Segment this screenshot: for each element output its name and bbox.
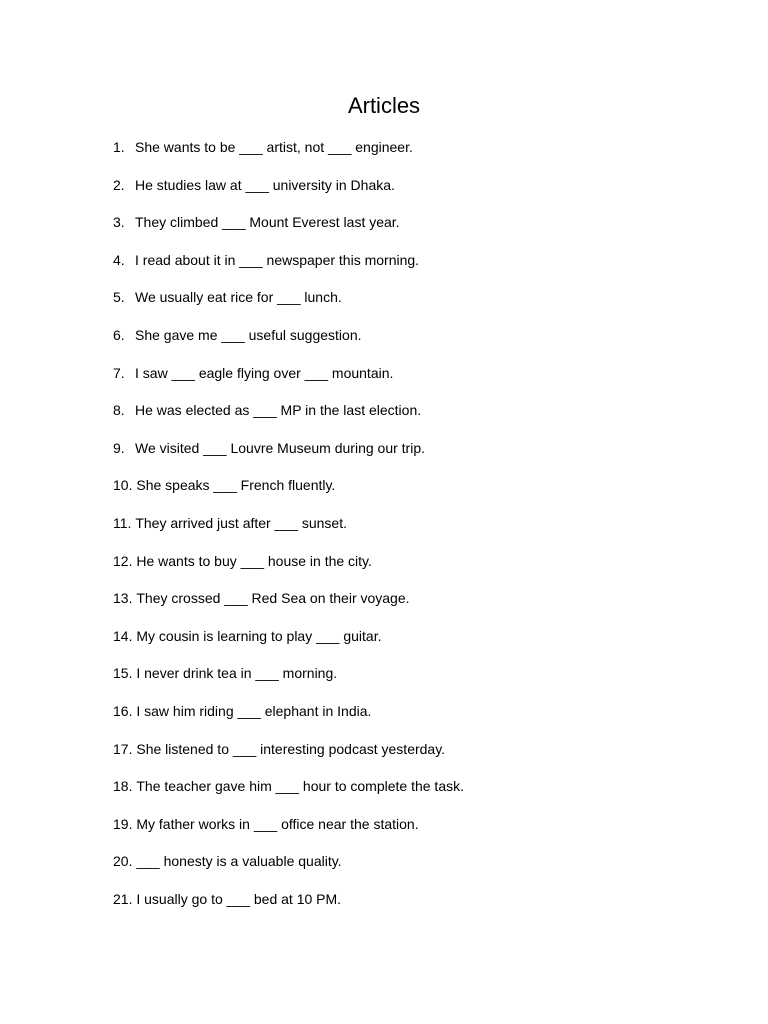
- question-text: He studies law at ___ university in Dhaka.: [135, 176, 395, 193]
- question-number: 9.: [113, 439, 125, 456]
- question-text: We visited ___ Louvre Museum during our trip.: [135, 439, 425, 456]
- question-text: He wants to buy ___ house in the city.: [136, 552, 372, 569]
- question-text: We usually eat rice for ___ lunch.: [135, 289, 342, 306]
- question-number: 14.: [113, 627, 133, 644]
- question-item: [113, 776, 464, 814]
- question-text: I saw ___ eagle flying over ___ mountain.: [135, 364, 394, 381]
- question-text: They climbed ___ Mount Everest last year.: [135, 214, 400, 231]
- question-number: 16.: [113, 702, 133, 719]
- question-number: 4.: [113, 251, 125, 268]
- question-number: 10.: [113, 477, 133, 494]
- question-item: [113, 851, 464, 889]
- question-text: My father works in ___ office near the station.: [136, 815, 419, 832]
- question-item: [113, 513, 464, 551]
- question-number: 2.: [113, 176, 125, 193]
- question-number: 5.: [113, 289, 125, 306]
- question-item: [113, 363, 464, 401]
- question-number: 11.: [113, 514, 132, 531]
- page-title: Articles: [347, 93, 421, 118]
- question-text: My cousin is learning to play ___ guitar.: [136, 627, 382, 644]
- question-text: ___ honesty is a valuable quality.: [136, 853, 342, 870]
- question-number: 19.: [113, 815, 133, 832]
- question-number: 20.: [113, 853, 133, 870]
- question-text: I saw him riding ___ elephant in India.: [136, 702, 372, 719]
- question-item: [113, 137, 464, 175]
- question-number: 13.: [113, 590, 133, 607]
- question-number: 21.: [113, 890, 133, 907]
- question-number: 12.: [113, 552, 133, 569]
- question-item: [113, 287, 464, 325]
- question-text: She wants to be ___ artist, not ___ engineer.: [135, 139, 413, 155]
- question-list: [113, 137, 464, 926]
- question-item: [113, 400, 464, 438]
- question-number: 7.: [113, 364, 125, 381]
- question-item: [113, 551, 464, 589]
- question-item: [113, 739, 464, 777]
- question-text: She speaks ___ French fluently.: [136, 477, 336, 494]
- question-number: 18.: [113, 778, 133, 795]
- question-number: 8.: [113, 402, 125, 419]
- question-number: 15.: [113, 665, 133, 682]
- question-item: [113, 475, 464, 513]
- question-item: [113, 626, 464, 664]
- question-text: They crossed ___ Red Sea on their voyage.: [136, 590, 410, 607]
- question-number: 6.: [113, 326, 125, 343]
- question-text: I never drink tea in ___ morning.: [136, 665, 338, 682]
- question-number: 17.: [113, 740, 133, 757]
- question-item: [113, 212, 464, 250]
- question-text: The teacher gave him ___ hour to complete the task.: [136, 778, 464, 795]
- question-item: [113, 438, 464, 476]
- question-text: He was elected as ___ MP in the last election.: [135, 402, 422, 419]
- question-item: [113, 814, 464, 852]
- question-item: [113, 175, 464, 213]
- question-item: [113, 325, 464, 363]
- question-text: I read about it in ___ newspaper this morning.: [135, 251, 420, 268]
- question-item: [113, 663, 464, 701]
- question-item: [113, 701, 464, 739]
- question-number: 1.: [113, 139, 125, 155]
- question-item: [113, 889, 464, 927]
- question-text: They arrived just after ___ sunset.: [135, 514, 347, 531]
- question-text: I usually go to ___ bed at 10 PM.: [136, 890, 342, 907]
- question-text: She listened to ___ interesting podcast yesterday.: [136, 740, 446, 757]
- question-text: She gave me ___ useful suggestion.: [135, 326, 362, 343]
- question-item: [113, 588, 464, 626]
- question-item: [113, 250, 464, 288]
- question-number: 3.: [113, 214, 125, 231]
